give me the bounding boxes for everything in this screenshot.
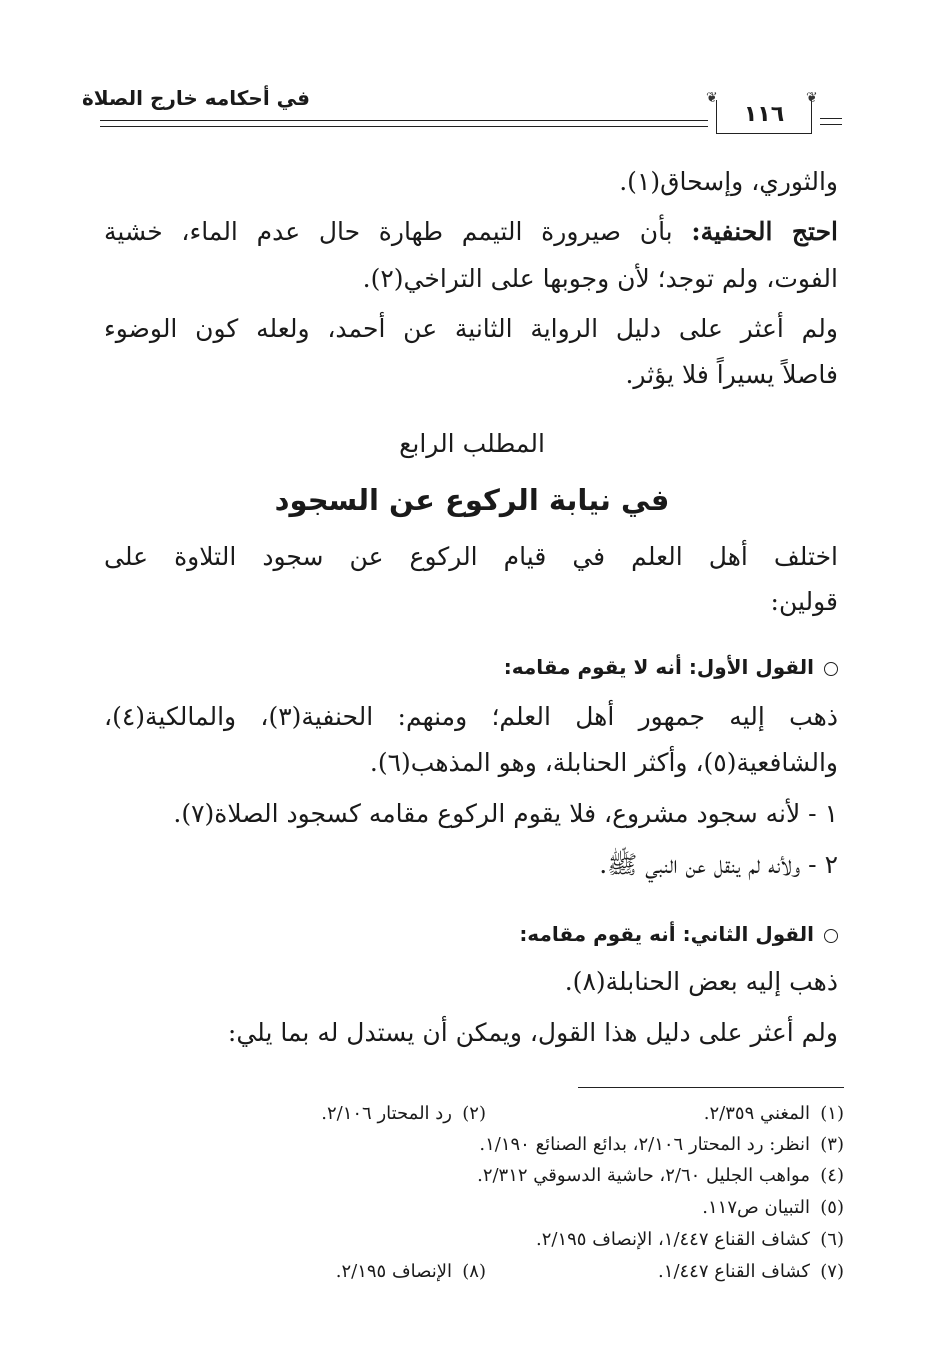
footnote-number: (٦) — [820, 1229, 844, 1250]
text-line-3: الفوت، ولم توجد؛ لأن وجوبها على التراخي(٢). — [362, 264, 838, 293]
footnote-text: كشاف القناع ١/٤٤٧. — [658, 1261, 810, 1282]
footnote-text: المغني ٢/٣٥٩. — [703, 1103, 810, 1124]
text-line-6: اختلف أهل العلم في قيام الركوع عن سجود التلاوة على — [104, 542, 838, 571]
footnote-text: انظر: رد المحتار ٢/١٠٦، بدائع الصنائع ١/١٩٠. — [479, 1134, 810, 1155]
header-rule-right-bottom — [820, 124, 842, 125]
footnote-number: (٤) — [820, 1165, 844, 1186]
text-line-11: ٢ - ولأنه لم ينقل عن النبي ﷺ. — [599, 850, 838, 879]
footnote-text: مواهب الجليل ٢/٦٠، حاشية الدسوقي ٢/٣١٢. — [477, 1165, 810, 1186]
footnote-number: (٢) — [462, 1103, 486, 1124]
footnote-separator — [578, 1087, 844, 1088]
opinion-1-heading — [504, 650, 838, 684]
page-number: ١١٦ — [716, 100, 812, 134]
footnote-number: (١) — [820, 1103, 844, 1124]
argument-label: احتج الحنفية: — [691, 217, 838, 246]
footnote-text: الإنصاف ٢/١٩٥. — [335, 1261, 452, 1282]
section-subtitle: المطلب الرابع — [399, 429, 545, 458]
text-line-4: ولم أعثر على دليل الرواية الثانية عن أحمد، ولعله كون الوضوء — [104, 314, 838, 343]
footnote-number: (٥) — [820, 1197, 844, 1218]
text-line-5: فاصلاً يسيراً فلا يؤثر. — [625, 360, 838, 389]
circle-bullet-icon — [824, 662, 838, 676]
header-rule-right-top — [820, 118, 842, 119]
footnote-number: (٣) — [820, 1134, 844, 1155]
footnote-number: (٧) — [820, 1261, 844, 1282]
text-line-1: والثوري، وإسحاق(١). — [619, 167, 838, 196]
header-rule-top — [100, 120, 708, 121]
text-line-7: قولين: — [770, 587, 838, 616]
ornament-icon-right: ❦ — [806, 90, 818, 106]
text-line-10: ١ - لأنه سجود مشروع، فلا يقوم الركوع مقامه كسجود الصلاة(٧). — [173, 799, 838, 828]
footnote-6 — [536, 1228, 844, 1252]
ornament-icon-left: ❦ — [706, 90, 718, 106]
opinion-1-heading-text: القول الأول: أنه لا يقوم مقامه: — [503, 655, 814, 679]
argument-text: بأن صيرورة التيمم طهارة حال عدم الماء، خشية — [104, 217, 692, 246]
footnote-2 — [321, 1102, 486, 1126]
running-title: في أحكامه خارج الصلاة — [81, 86, 310, 110]
footnote-5 — [702, 1196, 844, 1220]
text-line-9: والشافعية(٥)، وأكثر الحنابلة، وهو المذهب(٦). — [369, 748, 838, 777]
footnote-7 — [658, 1260, 844, 1284]
text-line-8: ذهب إليه جمهور أهل العلم؛ ومنهم: الحنفية(٣)، والمالكية(٤)، — [104, 702, 838, 731]
footnote-4 — [477, 1164, 844, 1188]
header-rule-bottom — [100, 126, 708, 127]
opinion-2-heading — [519, 917, 838, 951]
opinion-2-heading-text: القول الثاني: أنه يقوم مقامه: — [519, 922, 814, 946]
footnote-text: رد المحتار ٢/١٠٦. — [321, 1103, 452, 1124]
text-line-13: ولم أعثر على دليل هذا القول، ويمكن أن يستدل له بما يلي: — [227, 1018, 838, 1047]
footnote-number: (٨) — [462, 1261, 486, 1282]
footnote-1 — [704, 1102, 844, 1126]
text-line-12: ذهب إليه بعض الحنابلة(٨). — [564, 967, 838, 996]
footnote-3 — [479, 1133, 844, 1157]
footnote-text: التبيان ص١١٧. — [702, 1197, 810, 1218]
footnote-8 — [336, 1260, 486, 1284]
circle-bullet-icon — [824, 929, 838, 943]
text-line-2 — [104, 215, 838, 249]
section-title: في نيابة الركوع عن السجود — [274, 483, 670, 517]
footnote-text: كشاف القناع ١/٤٤٧، الإنصاف ٢/١٩٥. — [536, 1229, 810, 1250]
